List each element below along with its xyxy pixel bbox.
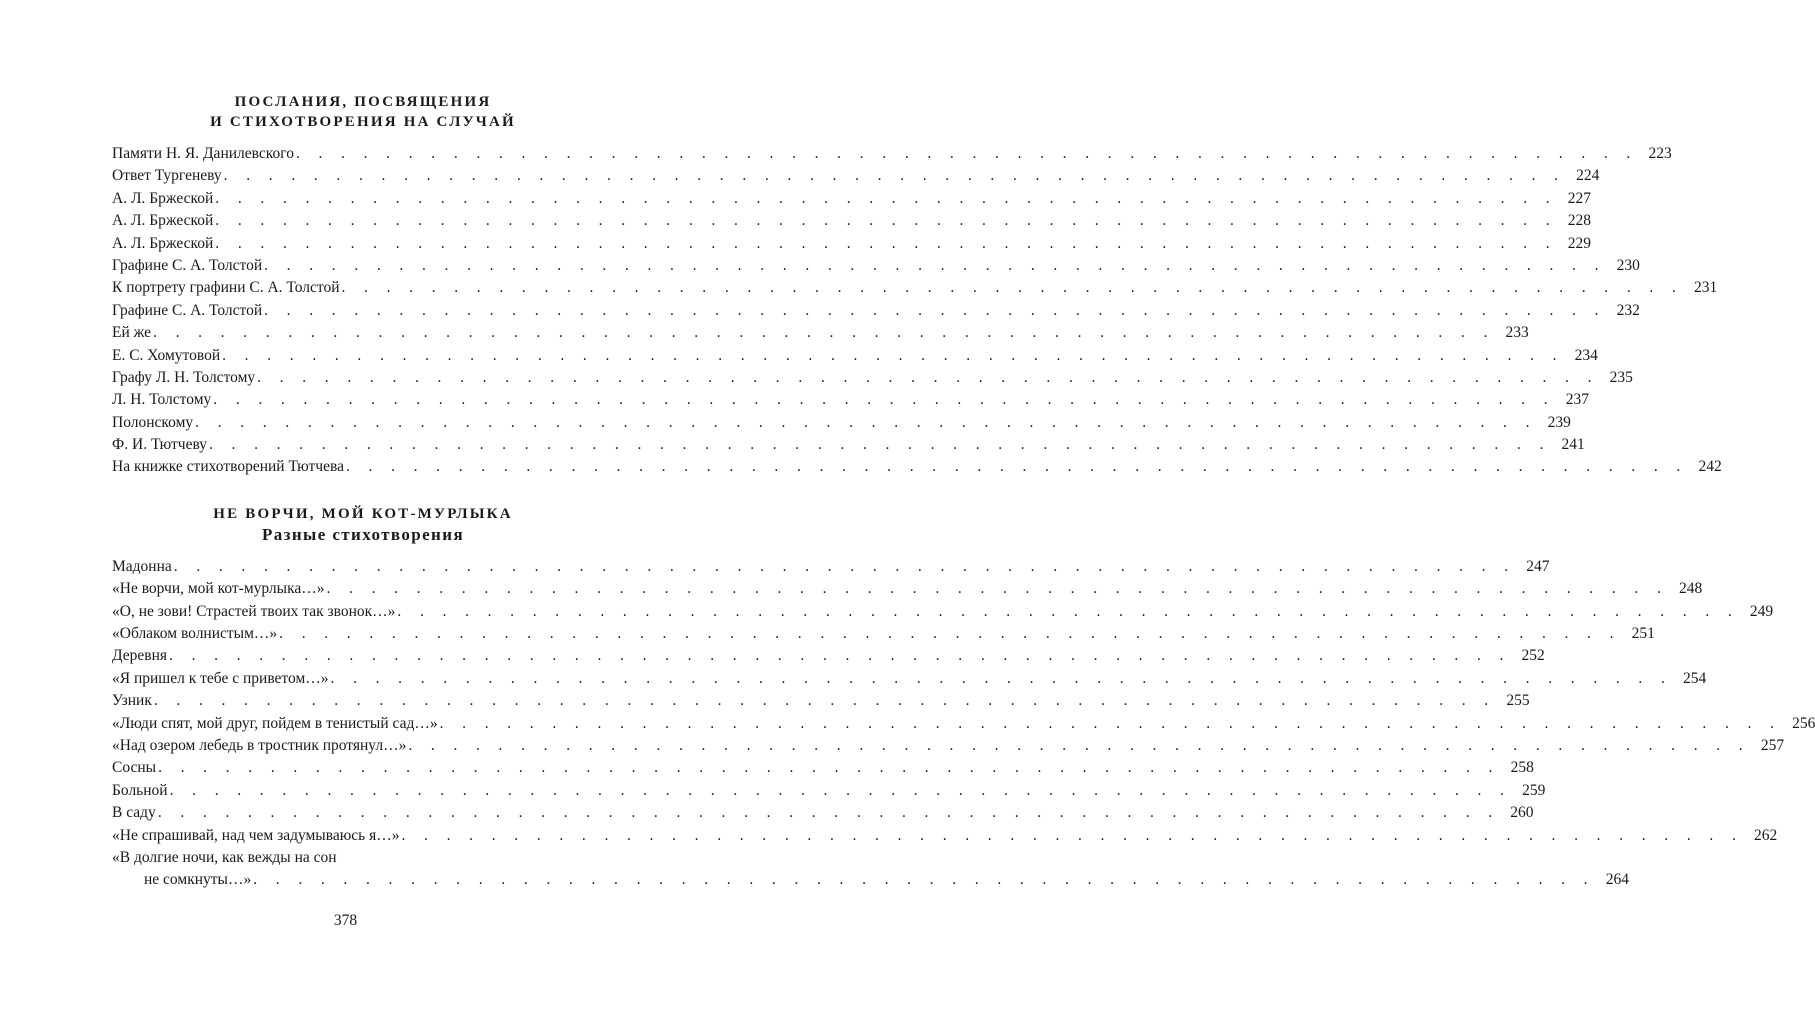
dot-leader: . . . . . . . . . . . . . . . . . . . . . . . . . . . . . . . . . . . . . . . . . . . . . . . . . . . . . . . . . . . .	[158, 759, 1500, 777]
dot-leader: . . . . . . . . . . . . . . . . . . . . . . . . . . . . . . . . . . . . . . . . . . . . . . . . . . . . . . . . . . . .	[279, 625, 1621, 643]
toc-entry	[112, 165, 1600, 187]
toc-entry	[112, 757, 1534, 779]
toc-entry-page: 230	[1616, 256, 1640, 274]
toc-entry-page: 260	[1510, 804, 1534, 822]
toc-entry-title: А. Л. Бржеской	[112, 189, 214, 207]
toc-entry-page: 259	[1522, 781, 1546, 799]
toc-entry-title: Узник	[112, 692, 152, 710]
toc-entry	[112, 735, 1785, 757]
toc-entry-title: «Не спрашивай, над чем задумываюсь я…»	[112, 826, 400, 844]
dot-leader: . . . . . . . . . . . . . . . . . . . . . . . . . . . . . . . . . . . . . . . . . . . . . . . . . . . . . . . . . . . .	[326, 580, 1669, 598]
toc-entry-continuation	[112, 869, 1629, 891]
toc-entry	[112, 143, 1672, 165]
toc-entry-title-line-2: не сомкнуты…»	[144, 871, 252, 889]
toc-entry-title: Ей же	[112, 324, 152, 342]
toc-entry-page: 223	[1648, 144, 1672, 162]
toc-entry	[112, 601, 1774, 623]
dot-leader: . . . . . . . . . . . . . . . . . . . . . . . . . . . . . . . . . . . . . . . . . . . . . . . . . . . . . . . . . . . .	[153, 324, 1495, 342]
toc-entry-title: Деревня	[112, 647, 168, 665]
dot-leader: . . . . . . . . . . . . . . . . . . . . . . . . . . . . . . . . . . . . . . . . . . . . . . . . . . . . . . . . . . . .	[209, 436, 1551, 454]
toc-entry	[112, 300, 1640, 322]
toc-entry	[112, 434, 1585, 456]
toc-entry-title: Мадонна	[112, 557, 172, 575]
toc-entry-title: «Облаком волнистым…»	[112, 625, 278, 643]
section-subheading: Разные стихотворения	[261, 524, 465, 544]
toc-entry	[112, 556, 1550, 578]
toc-entry-page: 258	[1510, 759, 1534, 777]
dot-leader: . . . . . . . . . . . . . . . . . . . . . . . . . . . . . . . . . . . . . . . . . . . . . . . . . . . . . . . . . . . .	[330, 669, 1673, 687]
toc-entry-page: 262	[1753, 826, 1778, 844]
toc-entry-title: Полонскому	[112, 413, 194, 431]
toc-entry-title: Л. Н. Толстому	[112, 391, 212, 409]
toc-entry-title: К портрету графини С. А. Толстой	[112, 279, 340, 297]
dot-leader: . . . . . . . . . . . . . . . . . . . . . . . . . . . . . . . . . . . . . . . . . . . . . . . . . . . . . . . . . . . .	[253, 871, 1595, 889]
toc-entry	[112, 233, 1592, 255]
toc-entry	[112, 345, 1598, 367]
toc-entry-page: 227	[1567, 189, 1592, 207]
toc-entry	[112, 255, 1640, 277]
toc-entry-page: 235	[1609, 368, 1633, 386]
toc-entry-page: 229	[1567, 234, 1592, 252]
dot-leader: . . . . . . . . . . . . . . . . . . . . . . . . . . . . . . . . . . . . . . . . . . . . . . . . . . . . . . . . . . . .	[215, 189, 1558, 207]
dot-leader: . . . . . . . . . . . . . . . . . . . . . . . . . . . . . . . . . . . . . . . . . . . . . . . . . . . . . . . . . . . .	[153, 692, 1496, 710]
dot-leader: . . . . . . . . . . . . . . . . . . . . . . . . . . . . . . . . . . . . . . . . . . . . . . . . . . . . . . . . . . . .	[195, 413, 1537, 431]
toc-entry-title: «Люди спят, мой друг, пойдем в тенистый сад…»	[112, 714, 438, 732]
dot-leader: . . . . . . . . . . . . . . . . . . . . . . . . . . . . . . . . . . . . . . . . . . . . . . . . . . . . . . . . . . . .	[264, 301, 1606, 319]
toc-entry	[112, 367, 1633, 389]
toc-entry-title: Графу Л. Н. Толстому	[112, 368, 256, 386]
section-heading-line-1: НЕ ВОРЧИ, МОЙ КОТ-МУРЛЫКА	[213, 505, 513, 522]
dot-leader: . . . . . . . . . . . . . . . . . . . . . . . . . . . . . . . . . . . . . . . . . . . . . . . . . . . . . . . . . . . .	[157, 804, 1500, 822]
toc-entry-title: На книжке стихотворений Тютчева	[112, 458, 344, 476]
toc-page	[112, 92, 1815, 892]
toc-list-various-poems	[112, 556, 1815, 892]
toc-entry	[112, 847, 1629, 892]
dot-leader: . . . . . . . . . . . . . . . . . . . . . . . . . . . . . . . . . . . . . . . . . . . . . . . . . . . . . . . . . . . .	[439, 714, 1782, 732]
toc-entry	[112, 389, 1589, 411]
toc-entry-title: «Не ворчи, мой кот-мурлыка…»	[112, 580, 325, 598]
page-number: 378	[333, 912, 358, 929]
toc-entry	[112, 456, 1722, 478]
dot-leader: . . . . . . . . . . . . . . . . . . . . . . . . . . . . . . . . . . . . . . . . . . . . . . . . . . . . . . . . . . . .	[397, 602, 1740, 620]
section-heading-line-2: И СТИХОТВОРЕНИЯ НА СЛУЧАЙ	[210, 114, 516, 130]
toc-entry-page: 224	[1576, 167, 1600, 185]
dot-leader: . . . . . . . . . . . . . . . . . . . . . . . . . . . . . . . . . . . . . . . . . . . . . . . . . . . . . . . . . . . .	[169, 781, 1512, 799]
toc-entry-page: 228	[1567, 212, 1592, 230]
toc-entry-title: Больной	[112, 781, 168, 799]
toc-entry	[112, 690, 1530, 712]
section-heading-cat	[112, 504, 614, 545]
toc-entry-title: Ответ Тургеневу	[112, 167, 222, 185]
toc-entry	[112, 578, 1703, 600]
section-heading-dedications	[112, 92, 614, 132]
toc-entry-title: «Над озером лебедь в тростник протянул…»	[112, 736, 407, 754]
toc-entry-page: 234	[1574, 346, 1598, 364]
toc-entry-title: «Я пришел к тебе с приветом…»	[112, 669, 329, 687]
dot-leader: . . . . . . . . . . . . . . . . . . . . . . . . . . . . . . . . . . . . . . . . . . . . . . . . . . . . . . . . . . . .	[215, 234, 1558, 252]
toc-entry-page: 248	[1678, 580, 1703, 598]
dot-leader: . . . . . . . . . . . . . . . . . . . . . . . . . . . . . . . . . . . . . . . . . . . . . . . . . . . . . . . . . . . .	[295, 144, 1638, 162]
toc-entry-title: Е. С. Хомутовой	[112, 346, 221, 364]
toc-entry-page: 232	[1616, 301, 1640, 319]
toc-entry	[112, 645, 1545, 667]
toc-entry-page: 264	[1605, 871, 1629, 889]
toc-entry-title: Памяти Н. Я. Данилевского	[112, 144, 294, 162]
toc-entry-page: 237	[1565, 391, 1589, 409]
toc-entry-page: 249	[1749, 602, 1774, 620]
toc-entry-page: 251	[1631, 625, 1655, 643]
toc-entry-title: А. Л. Бржеской	[112, 234, 214, 252]
dot-leader: . . . . . . . . . . . . . . . . . . . . . . . . . . . . . . . . . . . . . . . . . . . . . . . . . . . . . . . . . . . .	[215, 212, 1558, 230]
toc-entry	[112, 188, 1592, 210]
toc-entry-page: 231	[1693, 279, 1718, 297]
toc-entry	[112, 668, 1707, 690]
toc-entry-page: 239	[1547, 413, 1571, 431]
dot-leader: . . . . . . . . . . . . . . . . . . . . . . . . . . . . . . . . . . . . . . . . . . . . . . . . . . . . . . . . . . . .	[169, 647, 1511, 665]
dot-leader: . . . . . . . . . . . . . . . . . . . . . . . . . . . . . . . . . . . . . . . . . . . . . . . . . . . . . . . . . . . .	[264, 256, 1606, 274]
toc-entry-page: 257	[1760, 736, 1785, 754]
toc-entry-title: Графине С. А. Толстой	[112, 301, 263, 319]
toc-entry-title: Графине С. А. Толстой	[112, 256, 263, 274]
toc-entry-title: Сосны	[112, 759, 157, 777]
toc-entry-page: 242	[1698, 458, 1722, 476]
dot-leader: . . . . . . . . . . . . . . . . . . . . . . . . . . . . . . . . . . . . . . . . . . . . . . . . . . . . . . . . . . . .	[345, 458, 1688, 476]
toc-entry	[112, 623, 1655, 645]
dot-leader: . . . . . . . . . . . . . . . . . . . . . . . . . . . . . . . . . . . . . . . . . . . . . . . . . . . . . . . . . . . .	[173, 557, 1516, 575]
toc-entry	[112, 825, 1778, 847]
dot-leader: . . . . . . . . . . . . . . . . . . . . . . . . . . . . . . . . . . . . . . . . . . . . . . . . . . . . . . . . . . . .	[341, 279, 1684, 297]
dot-leader: . . . . . . . . . . . . . . . . . . . . . . . . . . . . . . . . . . . . . . . . . . . . . . . . . . . . . . . . . . . .	[222, 346, 1564, 364]
dot-leader: . . . . . . . . . . . . . . . . . . . . . . . . . . . . . . . . . . . . . . . . . . . . . . . . . . . . . . . . . . . .	[213, 391, 1555, 409]
toc-entry-page: 247	[1526, 557, 1550, 575]
toc-entry-title: Ф. И. Тютчеву	[112, 436, 207, 454]
toc-entry-title: В саду	[112, 804, 156, 822]
dot-leader: . . . . . . . . . . . . . . . . . . . . . . . . . . . . . . . . . . . . . . . . . . . . . . . . . . . . . . . . . . . .	[408, 736, 1751, 754]
toc-entry	[112, 277, 1718, 299]
toc-entry-page: 256	[1792, 714, 1815, 732]
toc-entry	[112, 713, 1815, 735]
toc-entry-title: А. Л. Бржеской	[112, 212, 214, 230]
section-heading-line-1: ПОСЛАНИЯ, ПОСВЯЩЕНИЯ	[234, 94, 492, 110]
toc-entry	[112, 210, 1592, 232]
dot-leader: . . . . . . . . . . . . . . . . . . . . . . . . . . . . . . . . . . . . . . . . . . . . . . . . . . . . . . . . . . . .	[401, 826, 1744, 844]
toc-entry-page: 233	[1505, 324, 1529, 342]
toc-entry-title-line-1: «В долгие ночи, как вежды на сон	[112, 848, 337, 866]
toc-entry-page: 254	[1683, 669, 1707, 687]
toc-entry-page: 241	[1561, 436, 1585, 454]
toc-list-dedications	[112, 143, 1722, 479]
toc-entry	[112, 322, 1529, 344]
dot-leader: . . . . . . . . . . . . . . . . . . . . . . . . . . . . . . . . . . . . . . . . . . . . . . . . . . . . . . . . . . . .	[223, 167, 1566, 185]
toc-entry-page: 255	[1506, 692, 1530, 710]
dot-leader: . . . . . . . . . . . . . . . . . . . . . . . . . . . . . . . . . . . . . . . . . . . . . . . . . . . . . . . . . . . .	[257, 368, 1599, 386]
toc-entry-title: «О, не зови! Страстей твоих так звонок…»	[112, 602, 396, 620]
toc-entry	[112, 780, 1546, 802]
toc-entry	[112, 802, 1534, 824]
toc-entry-page: 252	[1521, 647, 1545, 665]
toc-entry	[112, 412, 1571, 434]
